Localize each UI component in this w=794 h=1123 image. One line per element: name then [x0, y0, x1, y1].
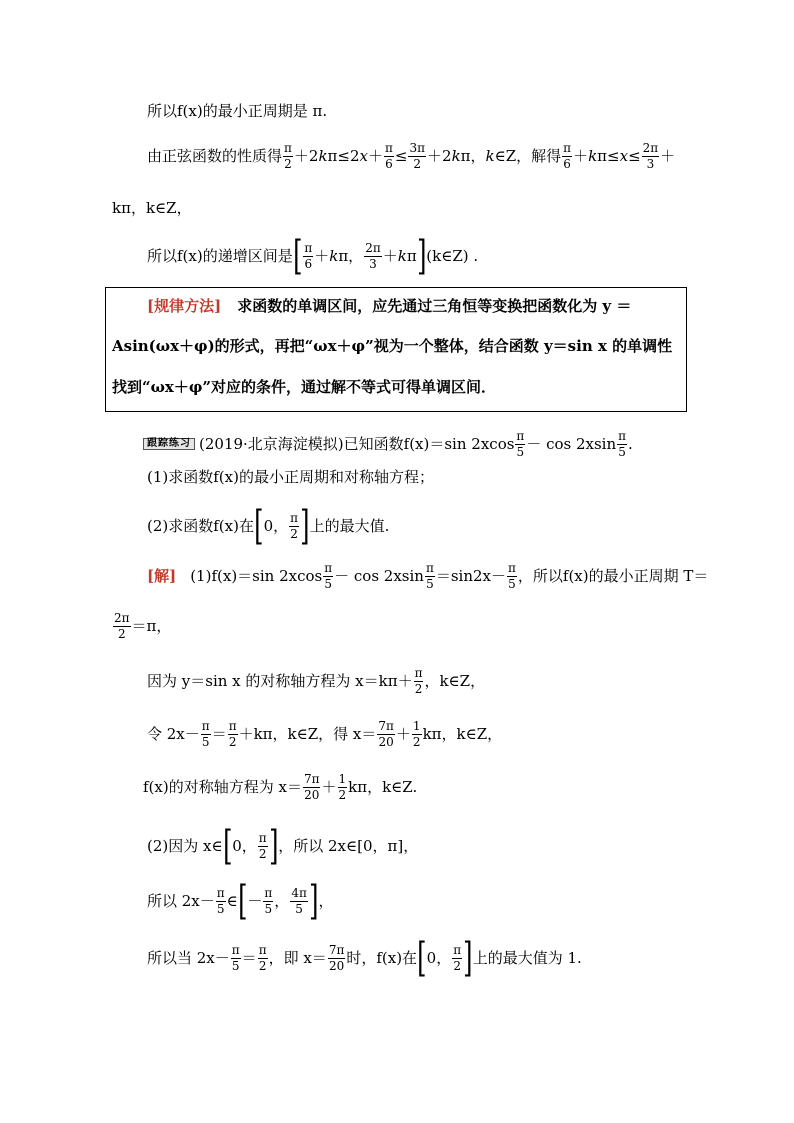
solution-text: － cos 2xsin	[334, 566, 424, 585]
fraction: $\frac{\pi}{5}$	[618, 429, 627, 459]
fraction: $\frac{3\pi}{2}$	[409, 141, 426, 171]
fraction: $\frac{\pi}{5}$	[516, 429, 525, 459]
k-in-z: (k∈Z) .	[426, 246, 479, 265]
fraction: $\frac{4\pi}{5}$	[291, 885, 307, 916]
fraction: $\frac{\pi}{2}$	[258, 942, 267, 973]
practice-text: － cos 2xsin	[526, 434, 617, 453]
fraction: $\frac{2\pi}{2}$	[114, 611, 130, 641]
solution-text: ＝sin2x－	[435, 566, 507, 585]
text-line	[147, 104, 327, 119]
fraction: $\frac{\pi}{2}$	[258, 830, 267, 861]
fraction: $\frac{\pi}{5}$	[201, 719, 210, 749]
fraction: $\frac{2\pi}{3}$	[365, 240, 381, 271]
fraction: $\frac{\pi}{2}$	[453, 942, 462, 973]
let-text: kπ，k∈Z，	[422, 724, 503, 743]
question-2: (2)求函数f(x)在	[147, 516, 254, 535]
text-line: 令 2x－ $\frac{\pi}{5}$ ＝ $\frac{\pi}{2}$ ＋kπ，k∈Z，得 x＝ $\frac{7\pi}{20}$ ＋ $\frac{1}{2}$ kπ，k∈Z，	[147, 719, 503, 749]
solution-label: [解]	[147, 566, 177, 585]
text-line	[147, 562, 708, 590]
text-line	[112, 380, 496, 395]
conclusion-text: 上的最大值为 1.	[472, 948, 582, 967]
text-line: 由正弦函数的性质得 $\frac{\pi}{2}$ ＋2kπ≤2x＋ $\frac{\pi}{6}$ ≤ $\frac{3\pi}{2}$ ＋2kπ，k∈Z ，解得 $\frac{\pi}{6}$ ＋kπ≤x≤ $\frac{2\pi}{3}$ ＋	[147, 141, 676, 171]
method-text: 找到“ωx＋φ”对应的条件，通过解不等式可得单调区间．	[112, 378, 497, 396]
fraction: $\frac{\pi}{2}$	[290, 510, 299, 541]
text-line: 所以f(x)的递增区间是 [ $\frac{\pi}{6}$ ＋kπ， $\frac{2\pi}{3}$ ＋kπ ] (k∈Z) .	[147, 233, 479, 279]
text-line: 所以 2x－ $\frac{\pi}{5}$ ∈ [ － $\frac{\pi}{5}$ ， $\frac{4\pi}{5}$ ] ，	[147, 878, 334, 924]
fraction: $\frac{\pi}{6}$	[304, 240, 313, 271]
text-line: (2)求函数f(x)在 [ 0， $\frac{\pi}{2}$ ] 上的最大值.	[147, 503, 390, 549]
fraction: $\frac{\pi}{6}$	[385, 141, 393, 171]
fraction: $\frac{7\pi}{20}$	[328, 942, 345, 973]
part2-text: (2)因为 x∈	[147, 836, 223, 855]
text-line: (2)因为 x∈ [ 0， $\frac{\pi}{2}$ ] ，所以 2x∈[0，π]，	[147, 823, 419, 869]
solve-text: ，解得	[516, 146, 562, 165]
axis-text: kπ，k∈Z.	[348, 777, 418, 796]
text-line	[112, 339, 672, 354]
fraction: $\frac{\pi}{5}$	[508, 561, 516, 591]
k-condition: kπ，k∈Z，	[112, 199, 192, 217]
fraction: $\frac{\pi}{2}$	[284, 141, 292, 171]
fraction: $\frac{\pi}{5}$	[324, 561, 333, 591]
text-line	[147, 667, 485, 695]
text-line: 所以当 2x－ $\frac{\pi}{5}$ ＝ $\frac{\pi}{2}$ ，即 x＝ $\frac{7\pi}{20}$ 时，f(x)在 [ 0， $\frac{\pi}{2}$ ] 上的最大值为 1.	[147, 935, 582, 981]
question-1: (1)求函数f(x)的最小正周期和对称轴方程；	[147, 468, 434, 486]
method-text: Asin(ωx＋φ)的形式，再把“ωx＋φ”视为一个整体，结合函数 y＝sin x 的单调性	[112, 337, 673, 355]
fraction: $\frac{1}{2}$	[338, 772, 347, 802]
question-2: 上的最大值.	[309, 516, 390, 535]
conclusion-text: 时，f(x)在	[346, 948, 418, 967]
fraction: $\frac{\pi}{5}$	[216, 885, 225, 916]
part2-text: ，所以 2x∈[0，π]，	[278, 836, 419, 855]
conclusion-text: ，即 x＝	[268, 948, 327, 967]
fraction: $\frac{\pi}{2}$	[228, 719, 237, 749]
text-line	[112, 612, 171, 640]
text-line	[112, 201, 192, 216]
fraction: $\frac{\pi}{6}$	[563, 141, 572, 171]
conclusion-text: 所以当 2x－	[147, 948, 230, 967]
fraction: $\frac{2\pi}{3}$	[642, 141, 659, 171]
solution-text: ＝π，	[131, 616, 172, 635]
solution-text: ，所以f(x)的最小正周期 T＝	[517, 566, 709, 585]
part2-text: 所以 2x－	[147, 891, 215, 910]
method-text: 求函数的单调区间，应先通过三角恒等变换把函数化为 y ＝	[237, 297, 632, 315]
fraction: $\frac{7\pi}{20}$	[303, 772, 320, 802]
solution-text: (1)f(x)＝sin 2xcos	[190, 566, 323, 585]
axis-text: f(x)的对称轴方程为 x＝	[143, 777, 302, 796]
fraction: $\frac{\pi}{5}$	[264, 885, 273, 916]
practice-badge: 跟踪练习	[143, 438, 195, 450]
text-line: f(x)的对称轴方程为 x＝ $\frac{7\pi}{20}$ ＋ $\frac{1}{2}$ kπ，k∈Z.	[143, 772, 418, 802]
period-result: 所以f(x)的最小正周期是 π.	[147, 102, 328, 120]
fraction: $\frac{\pi}{5}$	[231, 942, 240, 973]
let-text: ＋kπ，k∈Z，得 x＝	[238, 724, 377, 743]
text-line	[147, 470, 434, 485]
fraction: $\frac{\pi}{5}$	[425, 561, 434, 591]
fraction: $\frac{7\pi}{20}$	[378, 719, 394, 749]
symmetry-text: ，k∈Z，	[424, 671, 486, 690]
let-text: 令 2x－	[147, 724, 200, 743]
increasing-interval-label: 所以f(x)的递增区间是	[147, 246, 293, 265]
fraction: $\frac{\pi}{2}$	[414, 666, 423, 696]
symmetry-text: 因为 y＝sin x 的对称轴方程为 x＝kπ＋	[147, 671, 413, 690]
text-line: 跟踪练习 (2019·北京海淀模拟)已知函数f(x)＝sin 2xcos $\frac{\pi}{5}$ － cos 2xsin $\frac{\pi}{5}$ .	[143, 430, 633, 458]
sine-property-intro: 由正弦函数的性质得	[147, 146, 283, 165]
text-line	[147, 299, 631, 314]
practice-text: (2019·北京海淀模拟)已知函数f(x)＝sin 2xcos	[199, 434, 515, 453]
method-label: [规律方法]	[147, 297, 222, 315]
fraction: $\frac{1}{2}$	[412, 719, 421, 749]
